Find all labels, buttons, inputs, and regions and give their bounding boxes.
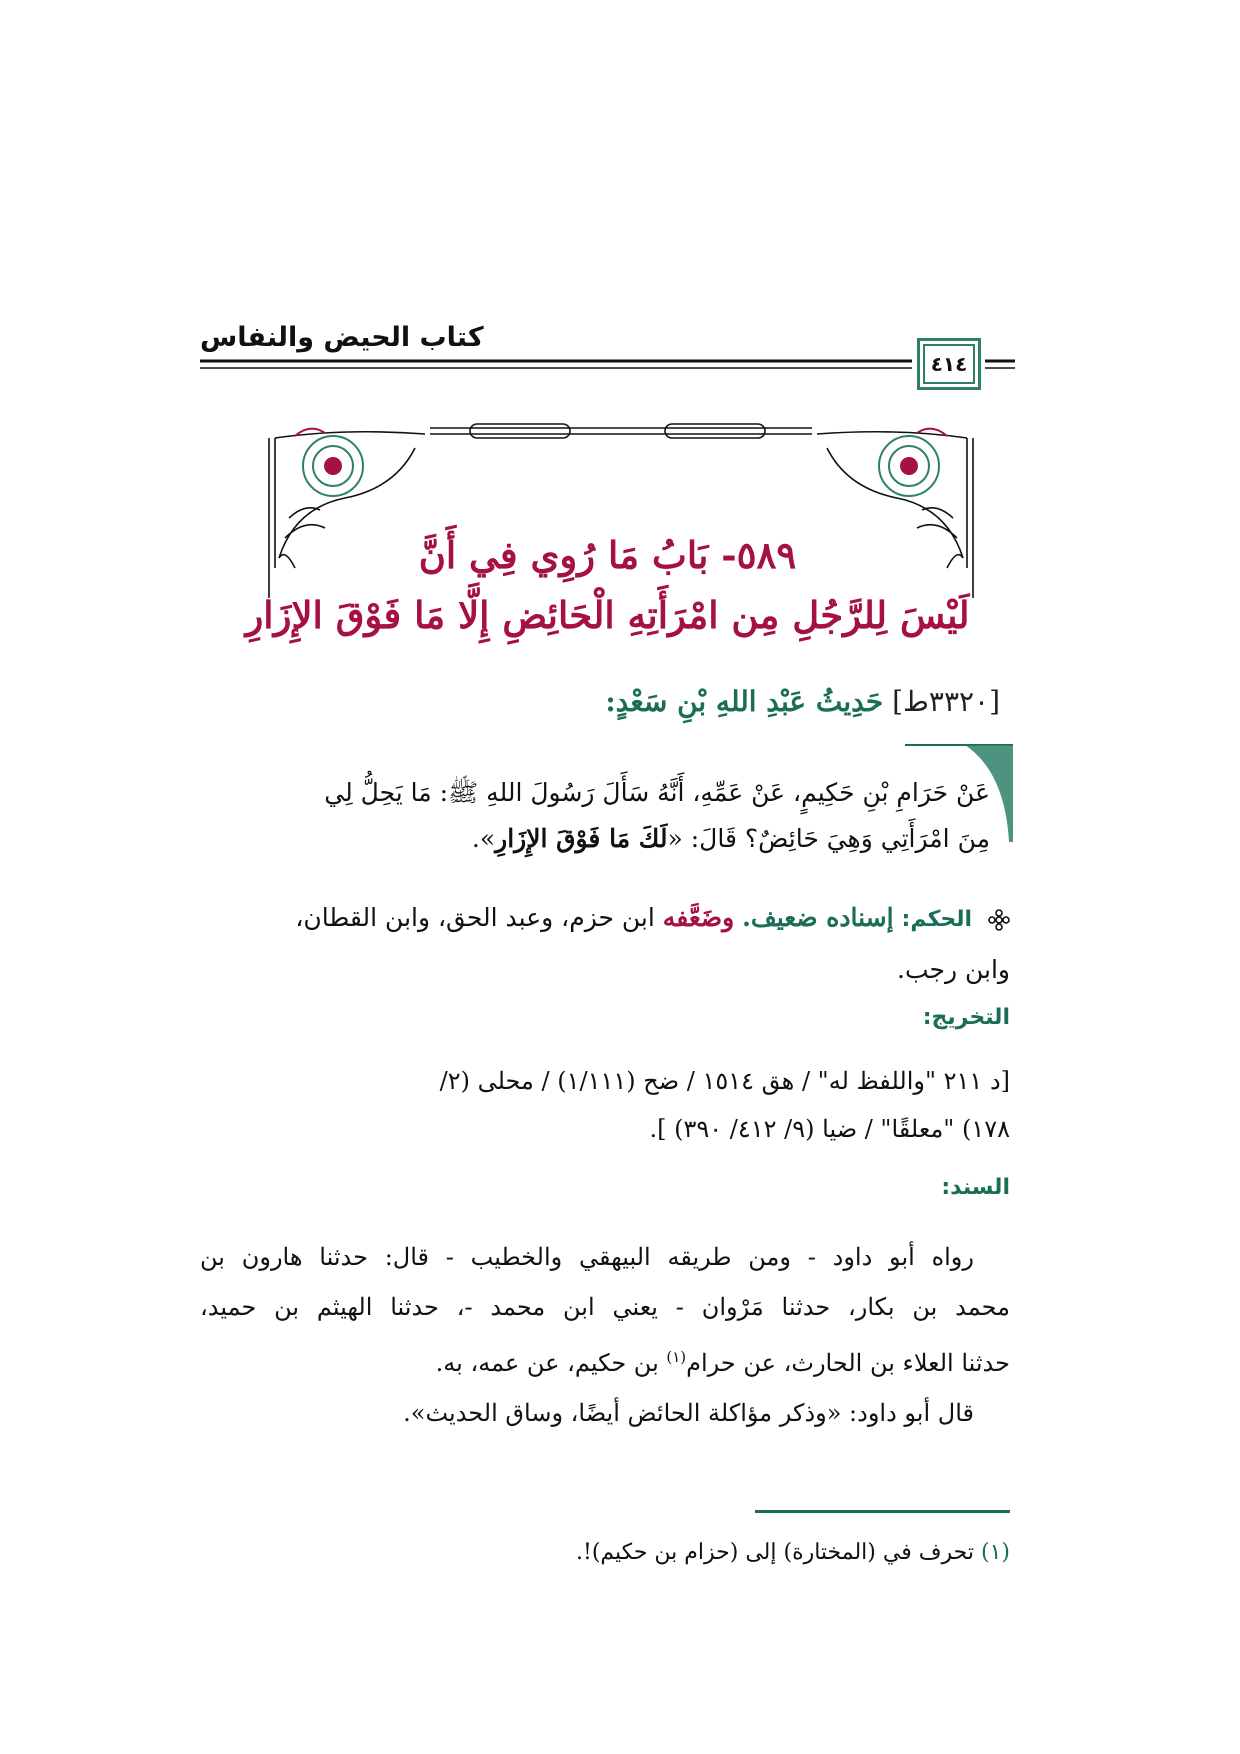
- footnote-rule: [755, 1510, 1010, 1513]
- hadith-line-2-start: مِنَ امْرَأَتِي وَهِيَ حَائِضٌ؟ قَالَ: «: [667, 824, 990, 853]
- sanad-line-3: [200, 1332, 1010, 1388]
- takhrij-line-2: ١٧٨) "معلقًا" / ضيا (٩/ ٤١٢/ ٣٩٠) ].: [649, 1115, 1010, 1143]
- running-title: كتاب الحيض والنفاس: [200, 322, 484, 353]
- takhrij-line-1: [د ٢١١ "واللفظ له" / هق ١٥١٤ / ضح (١/١١١) / محلى (٢/: [439, 1067, 1010, 1095]
- ruling: [200, 893, 1010, 995]
- hadith-line-1: عَنْ حَرَامِ بْنِ حَكِيمٍ، عَنْ عَمِّهِ، أَنَّهُ سَأَلَ رَسُولَ اللهِ ﷺ: مَا يَحِلُّ لِي: [324, 778, 990, 807]
- footnote-number: (١): [980, 1540, 1010, 1565]
- footnote-text: تحرف في (المختارة) إلى (حزام بن حكيم)!.: [575, 1540, 981, 1565]
- hadith-line-2: [200, 816, 990, 862]
- footnote: [200, 1535, 1010, 1571]
- chapter-title-line-2: لَيْسَ لِلرَّجُلِ مِن امْرَأَتِهِ الْحَائِضِ إِلَّا مَا فَوْقَ الإِزَارِ: [245, 593, 970, 637]
- ruling-line-2: وابن رجب.: [897, 955, 1010, 984]
- header-rule: [200, 355, 1015, 385]
- hadith-text: [200, 770, 990, 862]
- chapter-title-line-1: ٥٨٩- بَابُ مَا رُوِي فِي أَنَّ: [418, 533, 797, 577]
- ruling-label: الحكم:: [901, 907, 973, 932]
- sanad-line-2: محمد بن بكار، حدثنا مَرْوان - يعني ابن محمد -، حدثنا الهيثم بن حميد،: [200, 1293, 1010, 1321]
- sanad-line-4: قال أبو داود: «وذكر مؤاكلة الحائض أيضًا، وساق الحديث».: [403, 1399, 974, 1427]
- sanad-label: السند:: [941, 1175, 1010, 1200]
- takhrij-text: [200, 1057, 1010, 1153]
- page-number: ٤١٤: [930, 352, 968, 376]
- footnote-ref[interactable]: (١): [666, 1348, 687, 1366]
- takhrij-section: [200, 1005, 1010, 1030]
- sanad-line-3-end: بن حكيم، عن عمه، به.: [435, 1349, 667, 1377]
- ruling-grade: إسناده ضعيف.: [742, 903, 894, 932]
- hadith-quote-bold: لَكَ مَا فَوْقَ الإِزَارِ: [495, 824, 668, 853]
- hadith-narrator: حَدِيثُ عَبْدِ اللهِ بْنِ سَعْدٍ:: [605, 685, 884, 718]
- sanad-section: [200, 1175, 1010, 1200]
- sanad-text: [200, 1232, 1010, 1438]
- flower-icon: [988, 909, 1010, 931]
- page-number-box: [917, 338, 981, 390]
- chapter-title: [200, 525, 1015, 645]
- takhrij-label: التخريج:: [922, 1005, 1010, 1030]
- ruling-weakened-by: وضَعَّفه: [662, 903, 735, 932]
- hadith-heading: [200, 685, 1000, 718]
- sanad-line-1: رواه أبو داود - ومن طريقه البيهقي والخطيب - قال: حدثنا هارون بن: [200, 1243, 974, 1271]
- sanad-line-3-start: حدثنا العلاء بن الحارث، عن حرام: [686, 1349, 1010, 1377]
- ruling-line-1: [200, 893, 1010, 945]
- ruling-scholars: ابن حزم، وعبد الحق، وابن القطان،: [295, 903, 655, 932]
- hadith-number: [٣٣٢٠ط]: [892, 685, 1000, 718]
- hadith-line-2-end: ».: [471, 824, 496, 853]
